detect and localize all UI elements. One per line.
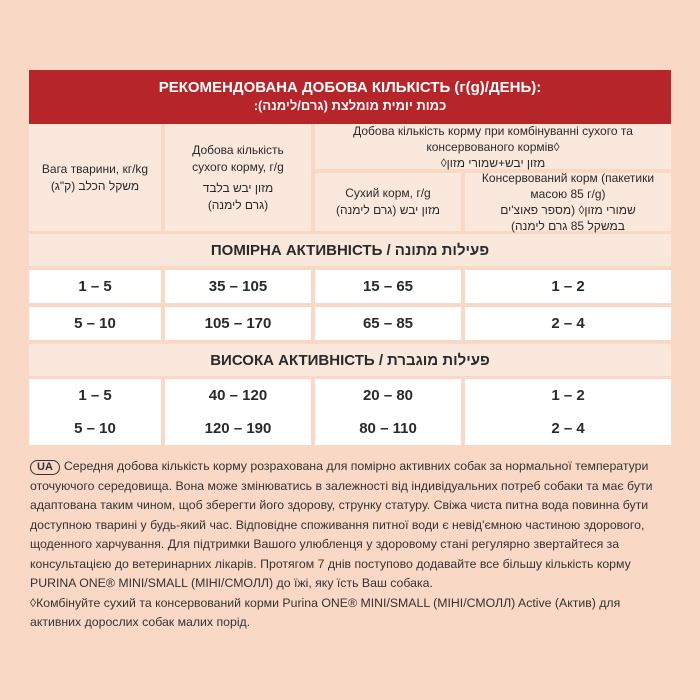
cell-dry: 35 – 105	[165, 270, 311, 303]
cell-combo-dry: 20 – 80	[315, 379, 461, 412]
cell-weight: 1 – 5	[29, 270, 161, 303]
section-high-he: פעילות מוגברת	[387, 351, 490, 369]
section-moderate-uk: ПОМІРНА АКТИВНІСТЬ /	[210, 241, 391, 259]
section-high-activity	[29, 344, 671, 376]
cell-dry: 40 – 120	[165, 379, 311, 412]
header-combo-canned	[465, 173, 671, 231]
cell-dry: 120 – 190	[165, 412, 311, 445]
header-combo-dry	[315, 173, 461, 231]
feeding-note	[30, 457, 670, 633]
section-moderate-he: פעילות מתונה	[394, 241, 490, 259]
banner-title-uk: РЕКОМЕНДОВАНА ДОБОВА КІЛЬКІСТЬ (г(g)/ДЕНЬ):	[158, 79, 542, 96]
header-weight	[29, 124, 161, 231]
header-dry-food	[165, 124, 311, 231]
header-combo-he: מזון יבש+שמורי מזון◊	[440, 155, 546, 170]
cell-canned: 1 – 2	[465, 270, 671, 303]
cell-weight: 5 – 10	[29, 412, 161, 445]
cell-canned: 1 – 2	[465, 379, 671, 412]
note-footnote: ◊Комбінуйте сухий та консервований корми Purina ONE® MINI/SMALL (МІНІ/СМОЛЛ) Active (Актив) для активних дорослих собак малих порід.	[30, 595, 621, 629]
header-sub-can-he-1: שמורי מזון◊ (מספר פאוצ'ים	[500, 203, 636, 217]
banner-title-he: כמות יומית מומלצת (גרם/לימנה):	[253, 98, 447, 113]
section-moderate-activity	[29, 234, 671, 266]
table-row	[29, 379, 671, 412]
table-row	[29, 270, 671, 303]
table-row	[29, 412, 671, 445]
header-sub-dry-he: מזון יבש (גרם לימנה)	[336, 203, 440, 217]
table-row	[29, 307, 671, 340]
cell-canned: 2 – 4	[465, 412, 671, 445]
language-badge: UA	[30, 460, 60, 475]
header-sub-can-uk: Консервований корм (пакетики масою 85 г/g)	[481, 171, 655, 201]
header-combo-uk: Добова кількість корму при комбінуванні сухого та консервованого кормів◊	[353, 123, 633, 154]
header-sub-dry-uk: Сухий корм, г/g	[345, 186, 431, 200]
header-sub-can-he-2: במשקל 85 גרם לימנה)	[511, 219, 625, 233]
header-dry-he-1: מזון יבש בלבד	[202, 180, 274, 195]
header-dry-he-2: (גרם לימנה)	[207, 197, 269, 212]
cell-dry: 105 – 170	[165, 307, 311, 340]
cell-combo-dry: 15 – 65	[315, 270, 461, 303]
header-dry-uk-2: сухого корму, г/g	[192, 159, 284, 174]
header-weight-he: משקל הכלב (ק"ג)	[50, 178, 140, 193]
cell-combo-dry: 80 – 110	[315, 412, 461, 445]
header-combination	[315, 124, 671, 169]
feeding-table-banner	[29, 70, 671, 124]
header-dry-uk-1: Добова кількість	[192, 142, 284, 157]
cell-combo-dry: 65 – 85	[315, 307, 461, 340]
header-weight-uk: Вага тварини, кг/kg	[41, 161, 149, 176]
cell-canned: 2 – 4	[465, 307, 671, 340]
cell-weight: 5 – 10	[29, 307, 161, 340]
section-high-uk: ВИСОКА АКТИВНІСТЬ /	[210, 351, 383, 369]
note-text: Середня добова кількість корму розрахована для помірно активних собак за нормальної температури оточуючого середовища. Вона може змінюватись в залежності від індивідуальних потреб собаки та має бути адаптована таким чином, щоб зберегти його здорову, струнку статуру. Свіжа чиста питна вода повинна бути доступною тварині у будь-який час. Відповідне споживання питної води є невід'ємною частиною здорового, щоденного харчування. Для підтримки Вашого улюбленця у здоровому стані регулярно звертайтеся за консультацією до ветеринарних лікарів. Протягом 7 днів поступово додавайте все більшу кількість корму PURINA ONE® MINI/SMALL (МІНІ/СМОЛЛ) до їжі, яку їсть Ваш собака.	[30, 459, 653, 590]
cell-weight: 1 – 5	[29, 379, 161, 412]
